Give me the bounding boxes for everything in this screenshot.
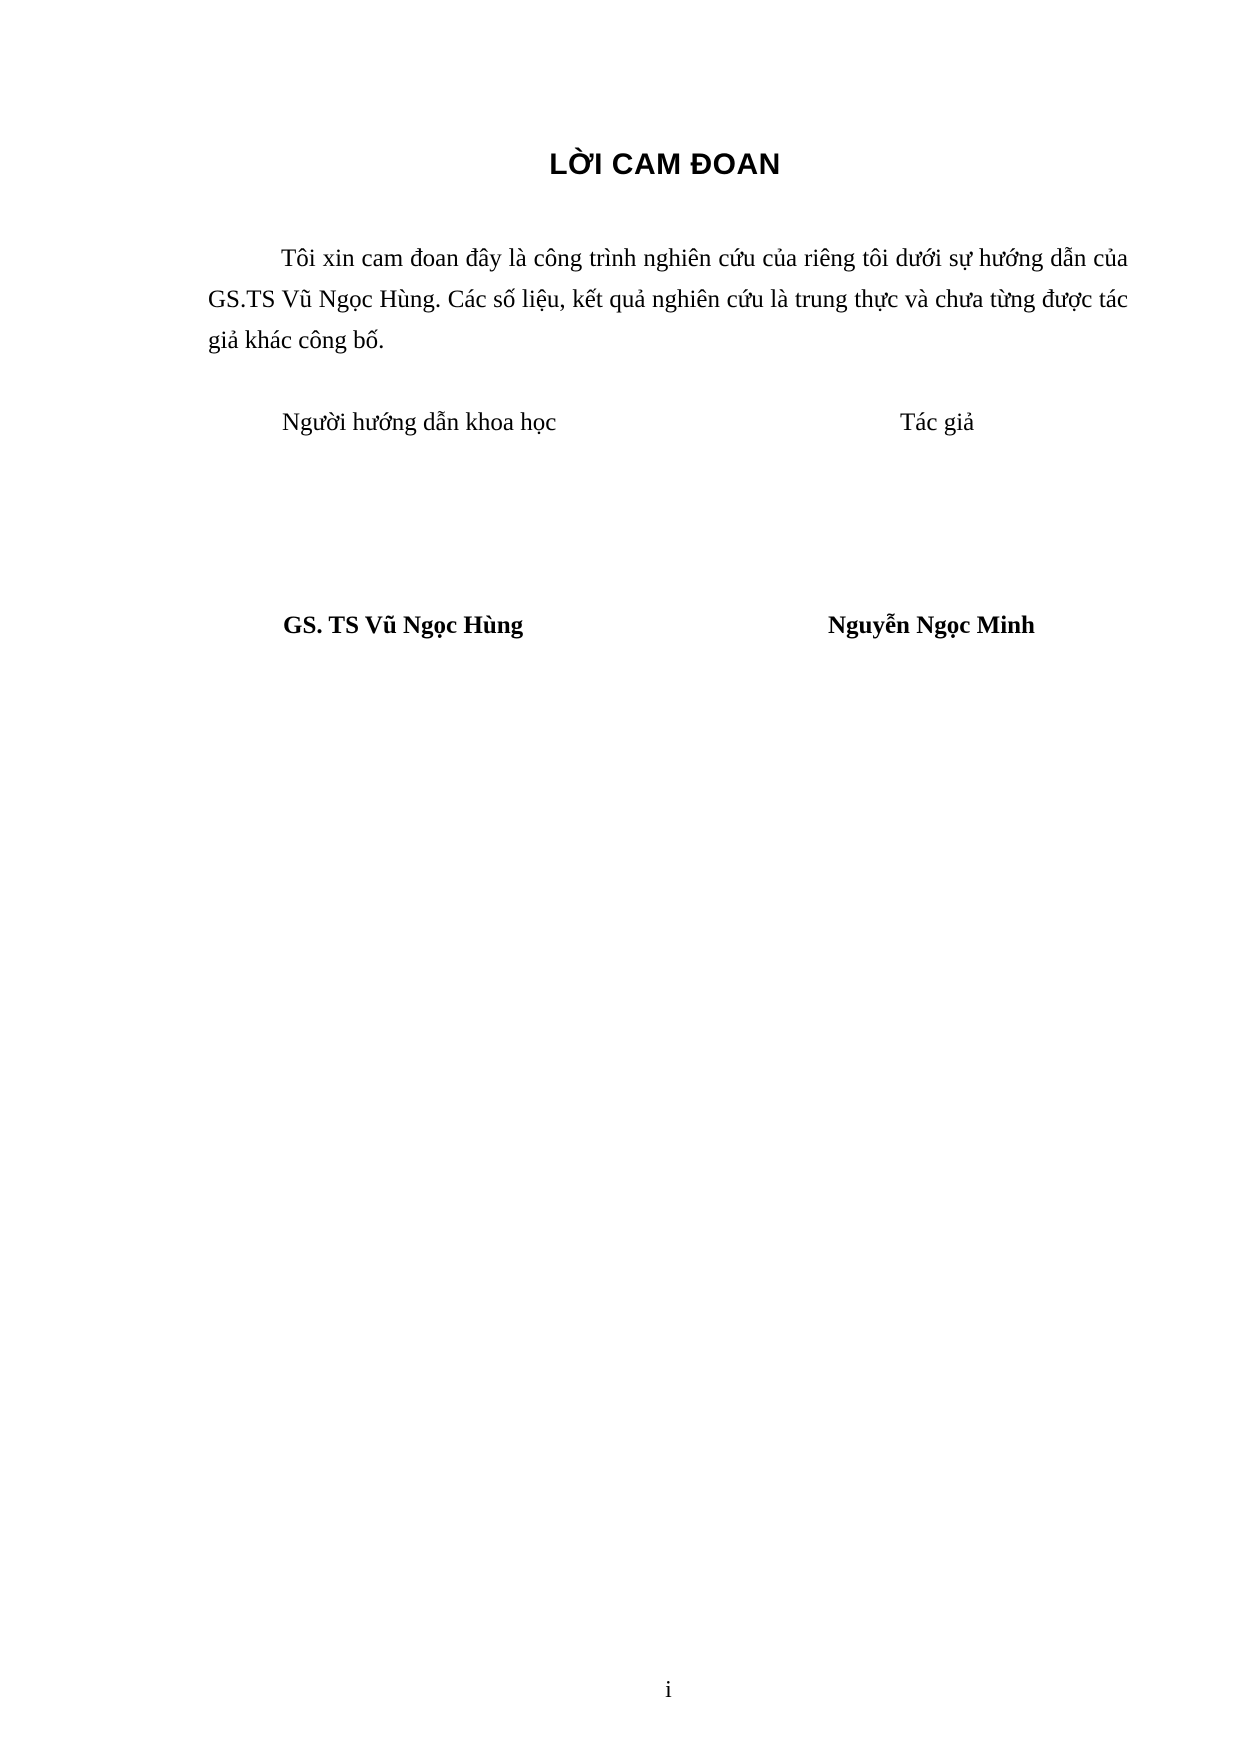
supervisor-label: Người hướng dẫn khoa học (282, 409, 557, 436)
page-number: i (665, 1677, 672, 1703)
declaration-paragraph: Tôi xin cam đoan đây là công trình nghiên cứu của riêng tôi dưới sự hướng dẫn của GS.TS Vũ Ngọc Hùng. Các số liệu, kết quả nghiên cứu là trung thực và chưa từng được tác giả khác công bố. (208, 245, 1128, 354)
author-name: Nguyễn Ngọc Minh (828, 612, 1035, 639)
author-label: Tác giả (900, 409, 975, 436)
supervisor-name: GS. TS Vũ Ngọc Hùng (283, 612, 524, 639)
page-title: LỜI CAM ĐOAN (549, 148, 781, 181)
